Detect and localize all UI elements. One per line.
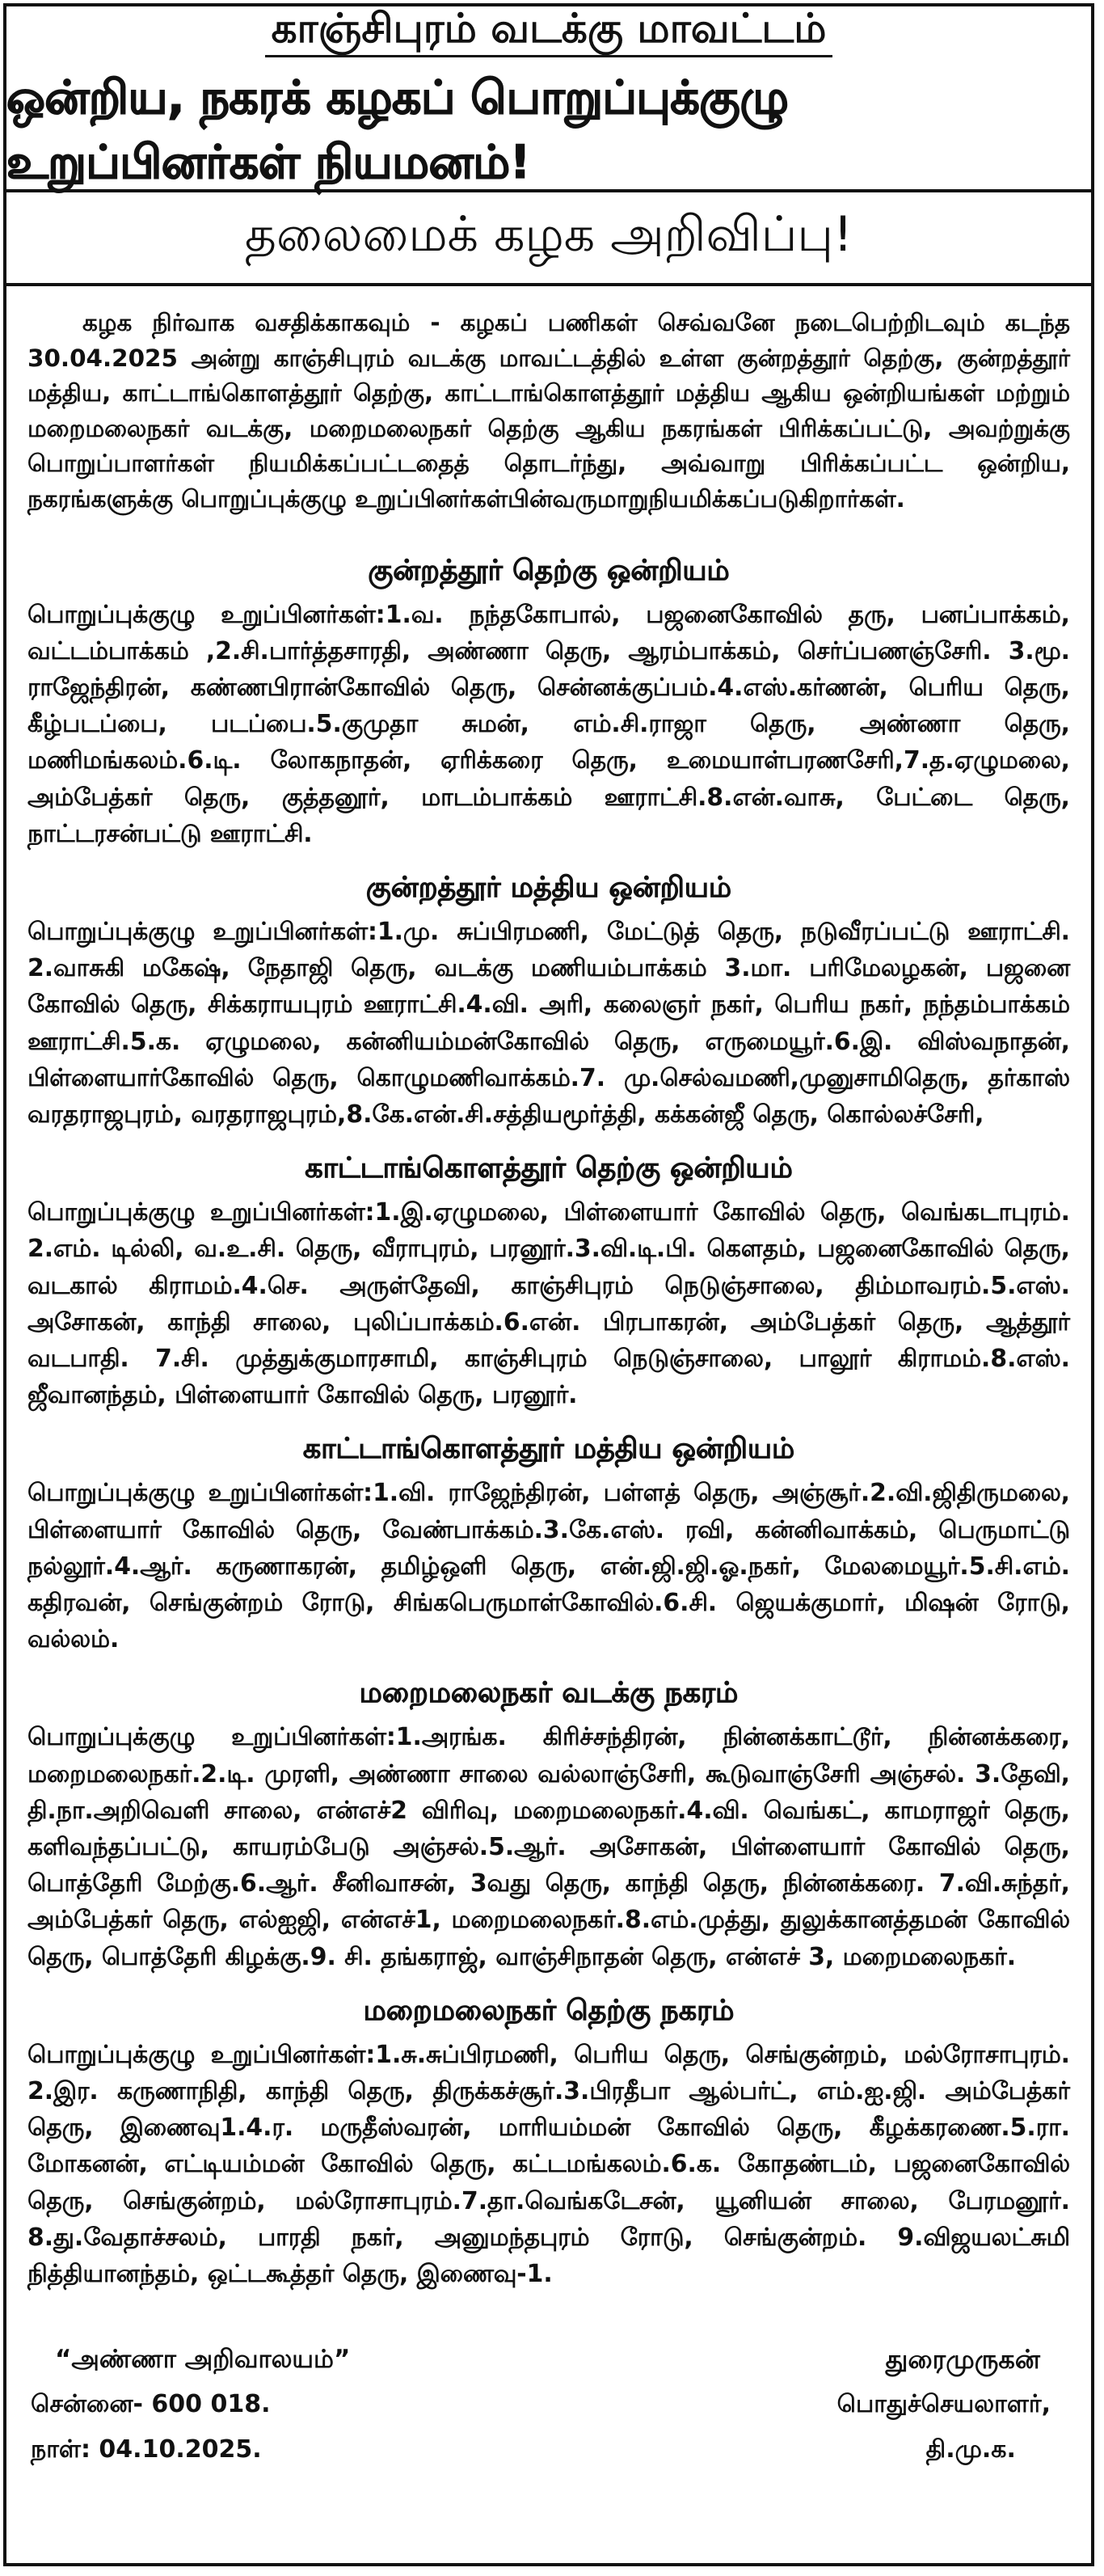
section-body-maraimalai-nagar-south: பொறுப்புக்குழு உறுப்பினர்கள்:1.சு.சுப்பிரமணி, பெரிய தெரு, செங்குன்றம், மல்ரோசாபுரம். 2.இர. கருணாநிதி, காந்தி தெரு, திருக்கச்சூர்.3.பிரதீபா ஆல்பர்ட், எம்.ஐ.ஜி. அம்பேத்கர் தெரு, இணைவு1.4.ர. மருதீஸ்வரன், மாரியம்மன் கோவில் தெரு, கீழக்கரணை.5.ரா. மோகனன், எட்டியம்மன் கோவில் தெரு, கட்டமங்கலம்.6.க. கோதண்டம், பஜனைகோவில் தெரு, செங்குன்றம், மல்ரோசாபுரம்.7.தா.வெங்கடேசன், யூனியன் சாலை, பேரமனூர். 8.து.வேதாச்சலம், பாரதி நகர், அனுமந்தபுரம் ரோடு, செங்குன்றம். 9.விஜயலட்சுமி நித்தியானந்தம், ஒட்டகூத்தர் தெரு, இணைவு-1. [27, 2040, 1070, 2289]
section-body-kundrathur-south: பொறுப்புக்குழு உறுப்பினர்கள்:1.வ. நந்தகோபால், பஜனைகோவில் தரு, பனப்பாக்கம், வட்டம்பாக்கம் ,2.சி.பார்த்தசாரதி, அண்ணா தெரு, ஆரம்பாக்கம், செர்ப்பணஞ்சேரி. 3.மூ. ராஜேந்திரன், கண்ணபிரான்கோவில் தெரு, சென்னக்குப்பம்.4.எஸ்.கர்ணன், பெரிய தெரு, கீழ்படப்பை, படப்பை.5.குமுதா சுமன், எம்.சி.ராஜா தெரு, அண்ணா தெரு, மணிமங்கலம்.6.டி. லோகநாதன், ஏரிக்கரை தெரு, உமையாள்பரணசேரி,7.த.ஏழுமலை, அம்பேத்கர் தெரு, குத்தனூர், மாடம்பாக்கம் ஊராட்சி.8.என்.வாசு, பேட்டை தெரு, நாட்டரசன்பட்டு ஊராட்சி. [27, 600, 1070, 848]
section-title-kundrathur-central: குன்றத்தூர் மத்திய ஒன்றியம் [365, 871, 732, 904]
header-block [6, 6, 1091, 192]
office-city: சென்னை- 600 018. [31, 2390, 271, 2418]
section-title-kattankolathur-south: காட்டாங்கொளத்தூர் தெற்கு ஒன்றியம் [305, 1152, 793, 1185]
content-body [6, 286, 1091, 2292]
office-name: “அண்ணா அறிவாலயம்” [55, 2345, 351, 2374]
notice-date: நாள்: 04.10.2025. [31, 2435, 262, 2464]
intro-paragraph: கழக நிர்வாக வசதிக்காகவும் - கழகப் பணிகள் செவ்வனே நடைபெற்றிடவும் கடந்த 30.04.2025 அன்று காஞ்சிபுரம் வடக்கு மாவட்டத்தில் உள்ள குன்றத்தூர் தெற்கு, குன்றத்தூர் மத்திய, காட்டாங்கொளத்தூர் தெற்கு, காட்டாங்கொளத்தூர் மத்திய ஆகிய ஒன்றியங்கள் மற்றும் மறைமலைநகர் வடக்கு, மறைமலைநகர் தெற்கு ஆகிய நகரங்கள் பிரிக்கப்பட்டு, அவற்றுக்கு பொறுப்பாளர்கள் நியமிக்கப்பட்டதைத் தொடர்ந்து, அவ்வாறு பிரிக்கப்பட்ட ஒன்றிய, நகரங்களுக்கு பொறுப்புக்குழு உறுப்பினர்கள்பின்வருமாறுநியமிக்கப்படுகிறார்கள். [27, 309, 1070, 513]
signatory-designation: பொதுச்செயலாளர், [836, 2390, 1051, 2418]
section-title-maraimalai-nagar-north: மறைமலைநகர் வடக்கு நகரம் [359, 1677, 739, 1710]
signatory-name: துரைமுருகன் [885, 2344, 1040, 2375]
headline: ஒன்றிய, நகரக் கழகப் பொறுப்புக்குழு உறுப்பினர்கள் நியமனம்! [6, 70, 789, 189]
section-title-maraimalai-nagar-south: மறைமலைநகர் தெற்கு நகரம் [363, 1994, 735, 2027]
notice-page [3, 3, 1094, 2566]
section-title-kundrathur-south: குன்றத்தூர் தெற்கு ஒன்றியம் [368, 554, 730, 587]
announcement-title: தலைமைக் கழக அறிவிப்பு! [6, 192, 1091, 286]
section-title-kattankolathur-central: காட்டாங்கொளத்தூர் மத்திய ஒன்றியம் [302, 1433, 795, 1466]
district-title: காஞ்சிபுரம் வடக்கு மாவட்டம் [265, 2, 833, 57]
section-body-kattankolathur-south: பொறுப்புக்குழு உறுப்பினர்கள்:1.இ.ஏழுமலை, பிள்ளையார் கோவில் தெரு, வெங்கடாபுரம். 2.எம். டில்லி, வ.உ.சி. தெரு, வீராபுரம், பரனூர்.3.வி.டி.பி. கௌதம், பஜனைகோவில் தெரு, வடகால் கிராமம்.4.செ. அருள்தேவி, காஞ்சிபுரம் நெடுஞ்சாலை, திம்மாவரம்.5.எஸ். அசோகன், காந்தி சாலை, புலிப்பாக்கம்.6.என். பிரபாகரன், அம்பேத்கர் தெரு, ஆத்தூர் வடபாதி. 7.சி. முத்துக்குமாரசாமி, காஞ்சிபுரம் நெடுஞ்சாலை, பாலூர் கிராமம்.8.எஸ். ஜீவானந்தம், பிள்ளையார் கோவில் தெரு, பரனூர். [27, 1198, 1070, 1410]
party-name: தி.மு.க. [925, 2435, 1016, 2464]
section-body-kattankolathur-central: பொறுப்புக்குழு உறுப்பினர்கள்:1.வி. ராஜேந்திரன், பள்ளத் தெரு, அஞ்சூர்.2.வி.ஜிதிருமலை, பிள்ளையார் கோவில் தெரு, வேண்பாக்கம்.3.கே.எஸ். ரவி, கன்னிவாக்கம், பெருமாட்டு நல்லூர்.4.ஆர். கருணாகரன், தமிழ்ஒளி தெரு, என்.ஜி.ஜி.ஓ.நகர், மேலமையூர்.5.சி.எம். கதிரவன், செங்குன்றம் ரோடு, சிங்கபெருமாள்கோவில்.6.சி. ஜெயக்குமார், மிஷன் ரோடு, வல்லம். [27, 1479, 1070, 1654]
section-body-kundrathur-central: பொறுப்புக்குழு உறுப்பினர்கள்:1.மு. சுப்பிரமணி, மேட்டுத் தெரு, நடுவீரப்பட்டு ஊராட்சி. 2.வாசுகி மகேஷ், நேதாஜி தெரு, வடக்கு மணியம்பாக்கம் 3.மா. பரிமேலழகன், பஜனை கோவில் தெரு, சிக்கராயபுரம் ஊராட்சி.4.வி. அரி, கலைஞர் நகர், பெரிய நகர், நந்தம்பாக்கம் ஊராட்சி.5.க. ஏழுமலை, கன்னியம்மன்கோவில் தெரு, எருமையூர்.6.இ. விஸ்வநாதன், பிள்ளையார்கோவில் தெரு, கொழுமணிவாக்கம்.7. மு.செல்வமணி,முனுசாமிதெரு, தர்காஸ் வரதராஜபுரம், வரதராஜபுரம்,8.கே.என்.சி.சத்தியமூர்த்தி, கக்கன்ஜீ தெரு, கொல்லச்சேரி, [27, 917, 1070, 1129]
section-body-maraimalai-nagar-north: பொறுப்புக்குழு உறுப்பினர்கள்:1.அரங்க. கிரிச்சந்திரன், நின்னக்காட்டூர், நின்னக்கரை, மறைமலைநகர்.2.டி. முரளி, அண்ணா சாலை வல்லாஞ்சேரி, கூடுவாஞ்சேரி அஞ்சல். 3.தேவி, தி.நா.அறிவெளி சாலை, என்எச்2 விரிவு, மறைமலைநகர்.4.வி. வெங்கட், காமராஜர் தெரு, களிவந்தப்பட்டு, காயரம்பேடு அஞ்சல்.5.ஆர். அசோகன், பிள்ளையார் கோவில் தெரு, பொத்தேரி மேற்கு.6.ஆர். சீனிவாசன், 3வது தெரு, காந்தி தெரு, நின்னக்கரை. 7.வி.சுந்தர், அம்பேத்கர் தெரு, எல்ஐஜி, என்எச்1, மறைமலைநகர்.8.எம்.முத்து, துலுக்கானத்தமன் கோவில் தெரு, பொத்தேரி கிழக்கு.9. சி. தங்கராஜ், வாஞ்சிநாதன் தெரு, என்எச் 3, மறைமலைநகர். [27, 1723, 1070, 1971]
footer-address [31, 2337, 350, 2473]
footer-signature [837, 2337, 1051, 2473]
